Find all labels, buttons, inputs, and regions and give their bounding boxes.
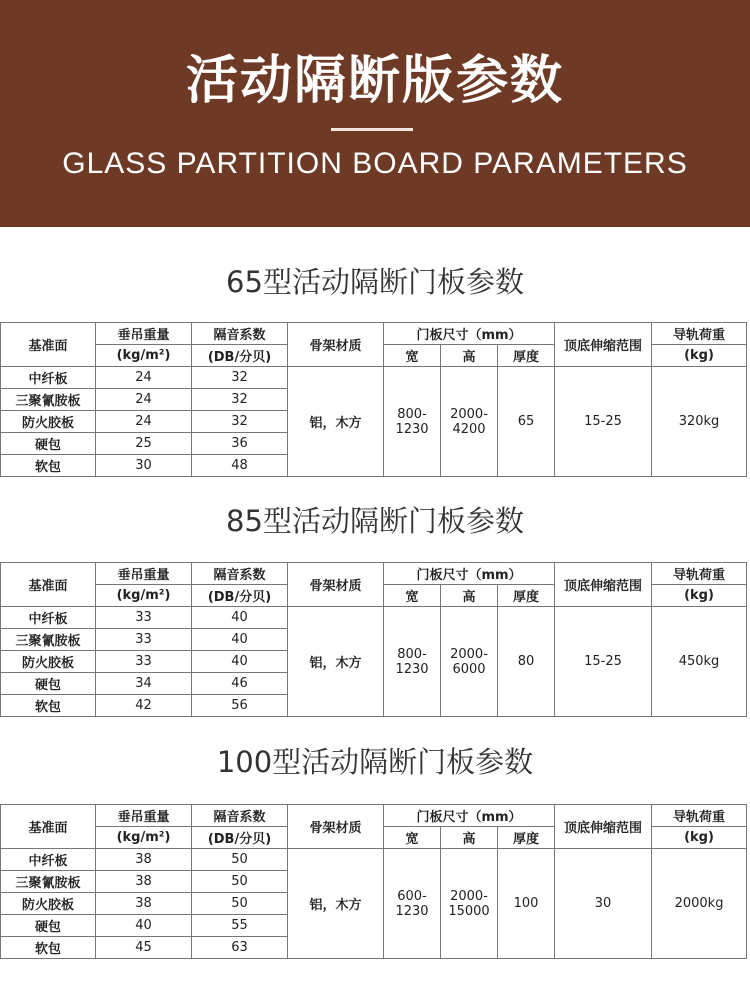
header-rail: 导轨荷重	[652, 323, 747, 345]
title-divider	[331, 128, 413, 131]
parameter-table	[0, 804, 747, 959]
header-thickness: 厚度	[498, 345, 555, 367]
height-cell-line: 2000-	[450, 406, 488, 422]
sound-cell: 50	[192, 871, 288, 893]
header-weight-unit: (kg/m²)	[96, 585, 192, 607]
header-telescopic: 顶底伸缩范围	[555, 563, 652, 607]
width-cell-line: 800-	[397, 406, 427, 422]
weight-cell: 33	[96, 629, 192, 651]
height-cell-line: 2000-	[450, 888, 488, 904]
page-subtitle: GLASS PARTITION BOARD PARAMETERS	[62, 147, 688, 180]
header-rail: 导轨荷重	[652, 805, 747, 827]
table-row	[1, 607, 747, 629]
sound-cell: 50	[192, 893, 288, 915]
header-banner	[0, 0, 750, 227]
height-cell-line: 6000	[452, 661, 486, 677]
width-cell	[384, 367, 441, 477]
table-row	[1, 367, 747, 389]
base-material-cell: 软包	[1, 937, 96, 959]
sound-cell: 50	[192, 849, 288, 871]
header-telescopic: 顶底伸缩范围	[555, 323, 652, 367]
header-thickness: 厚度	[498, 585, 555, 607]
thickness-cell: 65	[498, 367, 555, 477]
sound-cell: 40	[192, 629, 288, 651]
section-title: 65型活动隔断门板参数	[226, 265, 524, 299]
frame-cell: 铝，木方	[288, 849, 384, 959]
base-material-cell: 三聚氰胺板	[1, 389, 96, 411]
header-telescopic: 顶底伸缩范围	[555, 805, 652, 849]
header-weight: 垂吊重量	[96, 563, 192, 585]
height-cell-line: 2000-	[450, 646, 488, 662]
header-rail-unit: (kg)	[652, 585, 747, 607]
weight-cell: 34	[96, 673, 192, 695]
sound-cell: 32	[192, 389, 288, 411]
frame-cell: 铝，木方	[288, 367, 384, 477]
header-base: 基准面	[1, 563, 96, 607]
rail-load-cell: 2000kg	[652, 849, 747, 959]
header-rail-unit: (kg)	[652, 345, 747, 367]
telescopic-cell: 15-25	[555, 607, 652, 717]
header-frame: 骨架材质	[288, 323, 384, 367]
header-weight: 垂吊重量	[96, 323, 192, 345]
base-material-cell: 软包	[1, 455, 96, 477]
base-material-cell: 软包	[1, 695, 96, 717]
base-material-cell: 防火胶板	[1, 411, 96, 433]
header-base: 基准面	[1, 323, 96, 367]
header-rail-unit: (kg)	[652, 827, 747, 849]
weight-cell: 24	[96, 389, 192, 411]
header-sound-unit: (DB/分贝)	[192, 585, 288, 607]
header-sound-unit: (DB/分贝)	[192, 345, 288, 367]
header-height: 高	[441, 827, 498, 849]
sound-cell: 46	[192, 673, 288, 695]
weight-cell: 38	[96, 849, 192, 871]
base-material-cell: 硬包	[1, 915, 96, 937]
rail-load-cell: 450kg	[652, 607, 747, 717]
base-material-cell: 硬包	[1, 433, 96, 455]
base-material-cell: 中纤板	[1, 367, 96, 389]
header-sound: 隔音系数	[192, 323, 288, 345]
header-weight-unit: (kg/m²)	[96, 345, 192, 367]
header-thickness: 厚度	[498, 827, 555, 849]
weight-cell: 38	[96, 871, 192, 893]
weight-cell: 25	[96, 433, 192, 455]
section-title: 100型活动隔断门板参数	[216, 745, 534, 779]
width-cell-line: 1230	[395, 421, 429, 437]
sound-cell: 40	[192, 651, 288, 673]
header-height: 高	[441, 585, 498, 607]
sound-cell: 32	[192, 411, 288, 433]
base-material-cell: 三聚氰胺板	[1, 871, 96, 893]
width-cell	[384, 607, 441, 717]
table-row	[1, 849, 747, 871]
width-cell	[384, 849, 441, 959]
sound-cell: 40	[192, 607, 288, 629]
telescopic-cell: 15-25	[555, 367, 652, 477]
base-material-cell: 三聚氰胺板	[1, 629, 96, 651]
width-cell-line: 600-	[397, 888, 427, 904]
section-title: 85型活动隔断门板参数	[226, 504, 524, 538]
sound-cell: 32	[192, 367, 288, 389]
weight-cell: 45	[96, 937, 192, 959]
header-weight-unit: (kg/m²)	[96, 827, 192, 849]
sound-cell: 56	[192, 695, 288, 717]
sound-cell: 55	[192, 915, 288, 937]
parameter-table	[0, 322, 747, 477]
header-size: 门板尺寸（mm）	[384, 563, 555, 585]
base-material-cell: 防火胶板	[1, 893, 96, 915]
sound-cell: 48	[192, 455, 288, 477]
height-cell	[441, 849, 498, 959]
header-sound: 隔音系数	[192, 563, 288, 585]
width-cell-line: 1230	[395, 903, 429, 919]
header-size: 门板尺寸（mm）	[384, 805, 555, 827]
weight-cell: 42	[96, 695, 192, 717]
base-material-cell: 硬包	[1, 673, 96, 695]
header-size: 门板尺寸（mm）	[384, 323, 555, 345]
height-cell	[441, 607, 498, 717]
weight-cell: 38	[96, 893, 192, 915]
width-cell-line: 800-	[397, 646, 427, 662]
thickness-cell: 100	[498, 849, 555, 959]
height-cell	[441, 367, 498, 477]
weight-cell: 40	[96, 915, 192, 937]
header-width: 宽	[384, 345, 441, 367]
header-frame: 骨架材质	[288, 805, 384, 849]
height-cell-line: 15000	[448, 903, 490, 919]
weight-cell: 33	[96, 651, 192, 673]
weight-cell: 30	[96, 455, 192, 477]
header-frame: 骨架材质	[288, 563, 384, 607]
page-title: 活动隔断版参数	[185, 51, 564, 111]
header-height: 高	[441, 345, 498, 367]
header-width: 宽	[384, 585, 441, 607]
weight-cell: 24	[96, 411, 192, 433]
weight-cell: 24	[96, 367, 192, 389]
header-weight: 垂吊重量	[96, 805, 192, 827]
thickness-cell: 80	[498, 607, 555, 717]
base-material-cell: 中纤板	[1, 849, 96, 871]
header-sound: 隔音系数	[192, 805, 288, 827]
header-width: 宽	[384, 827, 441, 849]
weight-cell: 33	[96, 607, 192, 629]
parameter-table	[0, 562, 747, 717]
base-material-cell: 防火胶板	[1, 651, 96, 673]
sound-cell: 63	[192, 937, 288, 959]
height-cell-line: 4200	[452, 421, 486, 437]
frame-cell: 铝，木方	[288, 607, 384, 717]
base-material-cell: 中纤板	[1, 607, 96, 629]
rail-load-cell: 320kg	[652, 367, 747, 477]
width-cell-line: 1230	[395, 661, 429, 677]
header-sound-unit: (DB/分贝)	[192, 827, 288, 849]
header-base: 基准面	[1, 805, 96, 849]
telescopic-cell: 30	[555, 849, 652, 959]
header-rail: 导轨荷重	[652, 563, 747, 585]
sound-cell: 36	[192, 433, 288, 455]
